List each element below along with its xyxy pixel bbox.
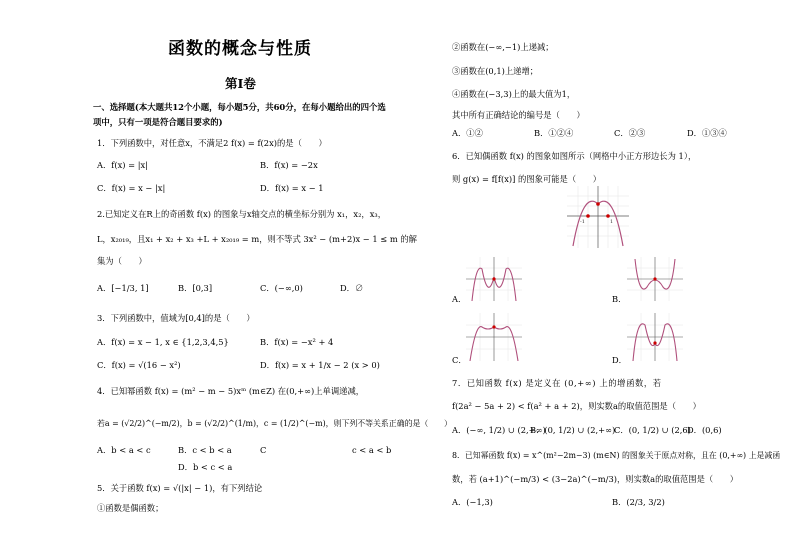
q5-statement-3: ③函数在(0,1)上递增； <box>452 66 539 76</box>
q4-option-a: A．b < a < c <box>97 445 151 455</box>
q2-line3: 集为（ ） <box>97 256 147 266</box>
q3-option-d: D．f(x) = x + 1/x − 2 (x > 0) <box>260 360 380 370</box>
q5-statement-4: ④函数在(−3,3)上的最大值为1， <box>452 89 576 99</box>
page-title: 函数的概念与性质 <box>168 39 312 59</box>
q4-option-c-letter: C <box>260 445 267 455</box>
q7-line1: 7．已知函数 f(x) 是定义在 (0,+∞) 上的增函数，若 <box>452 378 662 388</box>
q7-option-c: C．(0, 1/2) ∪ (2,6) <box>614 425 691 435</box>
q5-ask: 其中所有正确结论的编号是（ ） <box>452 110 585 120</box>
q5-stem: 5．关于函数 f(x) = √(|x| − 1)，有下列结论 <box>97 483 263 493</box>
q5-statement-1: ①函数是偶函数； <box>97 503 164 513</box>
q7-option-d: D．(0,6) <box>687 425 722 435</box>
q7-option-a: A．(−∞, 1/2) ∪ (2,+∞) <box>452 425 546 435</box>
q8-option-b: B．(2/3, 3/2) <box>612 497 665 507</box>
q1-option-d: D．f(x) = x − 1 <box>260 183 324 193</box>
q5-option-d: D．①③④ <box>687 128 727 138</box>
q3-option-a: A．f(x) = x − 1, x ∈ {1,2,3,4,5} <box>97 337 229 347</box>
svg-text:1: 1 <box>610 219 614 225</box>
q8-line1: 8．已知幂函数 f(x) = x^(m²−2m−3) (m∈N) 的图象关于原点对称，且在 (0,+∞) 上是减函 <box>452 451 781 460</box>
q1-option-a: A．f(x) = |x| <box>97 160 149 170</box>
q6-option-a-graph <box>466 257 522 301</box>
q1-stem: 1．下列函数中，对任意x，不满足2 f(x) = f(2x)的是（ ） <box>97 138 327 148</box>
q8-line2: 数，若 (a+1)^(−m/3) < (3−2a)^(−m/3)，则实数a的取值范围是（ ） <box>452 474 739 484</box>
q1-option-b: B．f(x) = −2x <box>260 160 318 170</box>
q5-option-b: B．①②④ <box>534 128 574 138</box>
q1-option-c: C．f(x) = x − |x| <box>97 183 166 193</box>
q6-option-d-graph <box>627 313 683 361</box>
q4-line1: 4．已知幂函数 f(x) = (m² − m − 5)xᵐ (m∈Z) 在(0,+∞)上单调递减， <box>97 386 365 396</box>
q5-option-a: A．①② <box>452 128 483 138</box>
q2-option-b: B．[0,3] <box>178 283 213 293</box>
q6-line2: 则 g(x) = f[f(x)] 的图象可能是（ ） <box>452 174 602 184</box>
q4-option-c: c < a < b <box>352 445 392 455</box>
q3-stem: 3．下列函数中，值域为[0,4]的是（ ） <box>97 313 255 323</box>
q7-line2: f(2a² − 5a + 2) < f(a² + a + 2)，则实数a的取值范围是（ ） <box>452 401 701 411</box>
q2-line1: 2.已知定义在R上的奇函数 f(x) 的图象与x轴交点的横坐标分别为 x₁，x₂，x₃， <box>97 209 387 219</box>
q6-option-b-graph <box>627 257 683 301</box>
q4-option-d: D．b < c < a <box>178 462 233 472</box>
q5-option-c: C．②③ <box>614 128 646 138</box>
q2-option-d: D．∅ <box>340 283 364 293</box>
q6-option-a: A． <box>452 294 467 304</box>
q8-option-a: A．(−1,3) <box>452 497 493 507</box>
q7-option-b: B．(0, 1/2) ∪ (2,+∞) <box>530 425 616 435</box>
q6-option-c: C． <box>452 355 467 365</box>
q2-line2: L，x₂₀₁₉，且x₁ + x₂ + x₃ +L + x₂₀₁₉ = m，则不等式 3x² − (m+2)x − 1 ≤ m 的解 <box>97 234 417 244</box>
q3-option-b: B．f(x) = −x² + 4 <box>260 337 334 347</box>
section-heading-line1: 一、选择题(本大题共12个小题，每小题5分，共60分，在每小题给出的四个选 <box>93 102 386 112</box>
q6-given-graph <box>567 186 629 248</box>
q5-statement-2: ②函数在(−∞,−1)上递减； <box>452 42 554 52</box>
q6-option-b: B． <box>612 294 627 304</box>
q2-option-c: C．(−∞,0) <box>260 283 303 293</box>
section-heading-line2: 项中，只有一项是符合题目要求的) <box>93 117 223 127</box>
q4-option-b: B．c < b < a <box>178 445 232 455</box>
q6-option-d: D． <box>612 355 627 365</box>
q6-option-c-graph <box>466 313 522 361</box>
page-subtitle: 第Ⅰ卷 <box>225 76 256 91</box>
svg-text:-1: -1 <box>580 219 585 225</box>
q2-option-a: A．[−1/3, 1] <box>97 283 149 293</box>
q6-line1: 6．已知偶函数 f(x) 的图象如图所示（网格中小正方形边长为 1）， <box>452 151 697 161</box>
q4-line2: 若a = (√2/2)^(−m/2)，b = (√2/2)^(1/m)，c = (1/2)^(−m)，则下列不等关系正确的是（ ） <box>97 419 452 428</box>
q3-option-c: C．f(x) = √(16 − x²) <box>97 360 181 370</box>
